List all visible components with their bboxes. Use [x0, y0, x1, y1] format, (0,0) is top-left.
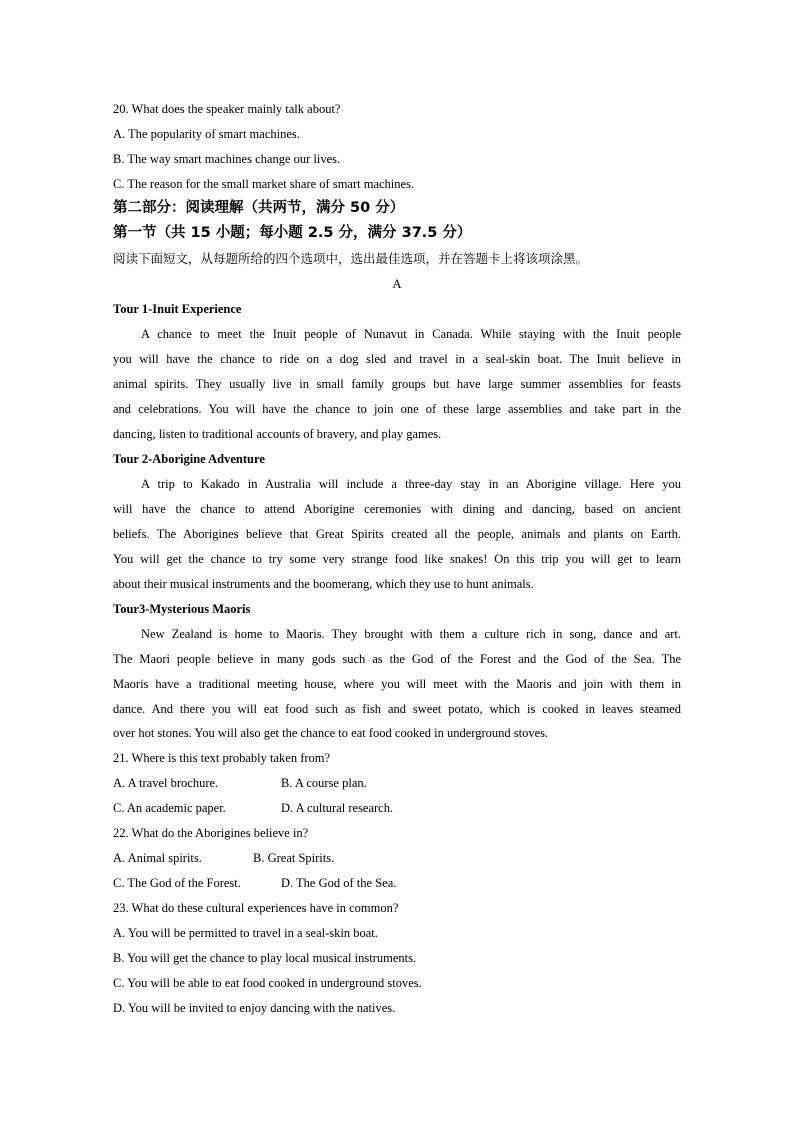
- tour-3-line: over hot stones. You will also get the chance to eat food cooked in underground stoves.: [113, 726, 549, 740]
- tour-1-line: and celebrations. You will have the chance to join one of these large assemblies and take part in the: [113, 402, 681, 416]
- part-2-title: 第二部分：阅读理解（共两节，满分 50 分）: [113, 200, 405, 216]
- tour-1-line: A chance to meet the Inuit people of Nunavut in Canada. While staying with the Inuit people: [141, 327, 681, 341]
- question-20-stem: 20. What does the speaker mainly talk about?: [113, 102, 341, 116]
- tour-2-title: Tour 2-Aborigine Adventure: [113, 452, 265, 466]
- question-22-option-d: D. The God of the Sea.: [281, 876, 397, 890]
- tour-1-line: animal spirits. They usually live in small family groups but have large summer assemblies for feasts: [113, 377, 681, 391]
- passage-label: A: [392, 277, 402, 291]
- question-21-option-b: B. A course plan.: [281, 776, 367, 790]
- question-22-option-b: B. Great Spirits.: [253, 851, 335, 865]
- tour-1-line: dancing, listen to traditional accounts of bravery, and play games.: [113, 427, 442, 441]
- tour-3-title: Tour3-Mysterious Maoris: [113, 602, 251, 616]
- question-23-option-b: B. You will get the chance to play local musical instruments.: [113, 951, 417, 965]
- question-23-option-a: A. You will be permitted to travel in a seal-skin boat.: [113, 926, 378, 940]
- question-22-stem: 22. What do the Aborigines believe in?: [113, 826, 309, 840]
- question-21-stem: 21. Where is this text probably taken from?: [113, 751, 331, 765]
- tour-2-line: will have the chance to attend Aborigine ceremonies with dining and dancing, based on ancient: [113, 502, 681, 516]
- question-23-stem: 23. What do these cultural experiences have in common?: [113, 901, 399, 915]
- question-20-option-a: A. The popularity of smart machines.: [113, 127, 300, 141]
- question-22-option-c: C. The God of the Forest.: [113, 876, 241, 890]
- question-22-option-a: A. Animal spirits.: [113, 851, 202, 865]
- tour-3-line: The Maori people believe in many gods such as the God of the Forest and the God of the Sea. The: [113, 652, 681, 666]
- reading-instruction: 阅读下面短文，从每题所给的四个选项中，选出最佳选项，并在答题卡上将该项涂黑。: [113, 251, 589, 266]
- tour-3-line: Maoris have a traditional meeting house, where you will meet with the Maoris and join with them in: [113, 677, 681, 691]
- tour-2-line: about their musical instruments and the boomerang, which they use to hunt animals.: [113, 577, 534, 591]
- question-21-option-d: D. A cultural research.: [281, 801, 394, 815]
- tour-3-line: New Zealand is home to Maoris. They brought with them a culture rich in song, dance and art.: [141, 627, 681, 641]
- tour-3-line: dance. And there you will eat food such as fish and sweet potato, which is cooked in leaves steamed: [113, 702, 681, 716]
- tour-2-line: A trip to Kakado in Australia will include a three-day stay in an Aborigine village. Here you: [141, 477, 681, 491]
- question-20-option-c: C. The reason for the small market share of smart machines.: [113, 177, 415, 191]
- tour-1-line: you will have the chance to ride on a dog sled and travel in a seal-skin boat. The Inuit believe in: [113, 352, 681, 366]
- question-20-option-b: B. The way smart machines change our lives.: [113, 152, 341, 166]
- question-23-option-d: D. You will be invited to enjoy dancing with the natives.: [113, 1001, 396, 1015]
- question-21-option-a: A. A travel brochure.: [113, 776, 219, 790]
- tour-1-title: Tour 1-Inuit Experience: [113, 302, 242, 316]
- tour-2-line: You will get the chance to try some very strange food like snakes! On this trip you will get to learn: [113, 552, 681, 566]
- section-1-title: 第一节（共 15 小题；每小题 2.5 分，满分 37.5 分）: [113, 225, 472, 241]
- tour-2-line: beliefs. The Aborigines believe that Great Spirits created all the people, animals and plants on Earth.: [113, 527, 681, 541]
- question-21-option-c: C. An academic paper.: [113, 801, 226, 815]
- question-23-option-c: C. You will be able to eat food cooked in underground stoves.: [113, 976, 422, 990]
